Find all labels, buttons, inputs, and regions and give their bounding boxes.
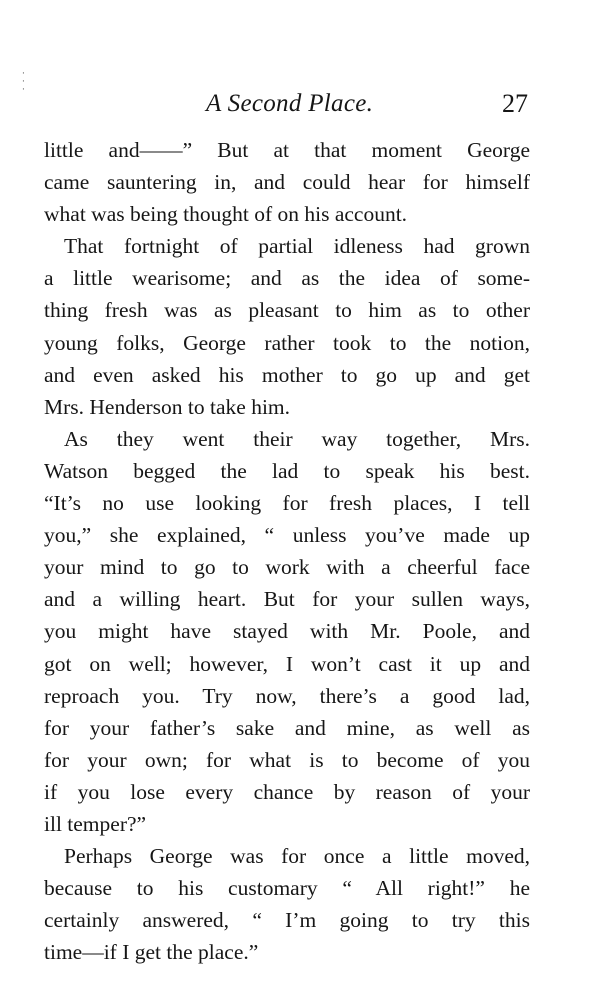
text-line: thing fresh was as pleasant to him as to other bbox=[44, 298, 530, 323]
text-line: you might have stayed with Mr. Poole, and bbox=[44, 619, 530, 644]
text-line: little and——” But at that moment George bbox=[44, 138, 530, 162]
text-line: got on well; however, I won’t cast it up and bbox=[44, 651, 530, 676]
text-line: Perhaps George was for once a little moved, bbox=[64, 844, 530, 869]
text-line: “It’s no use looking for fresh places, I tell bbox=[44, 491, 530, 516]
text-line: a little wearisome; and as the idea of some- bbox=[44, 266, 530, 291]
text-line: and even asked his mother to go up and get bbox=[44, 362, 530, 387]
text-line: for your father’s sake and mine, as well as bbox=[44, 715, 530, 740]
text-line: time—if I get the place.” bbox=[44, 940, 259, 965]
text-line: That fortnight of partial idleness had grown bbox=[64, 234, 530, 259]
text-line: because to his customary “ All right!” he bbox=[44, 876, 530, 901]
text-line: ill temper?” bbox=[44, 811, 147, 836]
running-header bbox=[44, 86, 528, 126]
body-text bbox=[44, 134, 530, 968]
text-line: you,” she explained, “ unless you’ve made up bbox=[44, 523, 530, 548]
running-title: A Second Place. bbox=[206, 90, 374, 117]
text-line: if you lose every chance by reason of your bbox=[44, 779, 530, 804]
text-line: and a willing heart. But for your sullen ways, bbox=[44, 587, 530, 612]
text-line: Mrs. Henderson to take him. bbox=[44, 394, 291, 419]
text-line: for your own; for what is to become of you bbox=[44, 747, 530, 772]
text-line: came sauntering in, and could hear for himself bbox=[44, 170, 530, 195]
page-number: 27 bbox=[502, 89, 528, 118]
margin-specks: · · · bbox=[22, 69, 25, 95]
text-line: what was being thought of on his account. bbox=[44, 202, 408, 227]
text-line: young folks, George rather took to the notion, bbox=[44, 330, 530, 355]
text-line: reproach you. Try now, there’s a good lad, bbox=[44, 683, 530, 708]
text-line: certainly answered, “ I’m going to try this bbox=[44, 908, 530, 933]
text-line: your mind to go to work with a cheerful face bbox=[44, 555, 530, 580]
text-line: Watson begged the lad to speak his best. bbox=[44, 458, 530, 483]
text-line: As they went their way together, Mrs. bbox=[64, 426, 530, 451]
